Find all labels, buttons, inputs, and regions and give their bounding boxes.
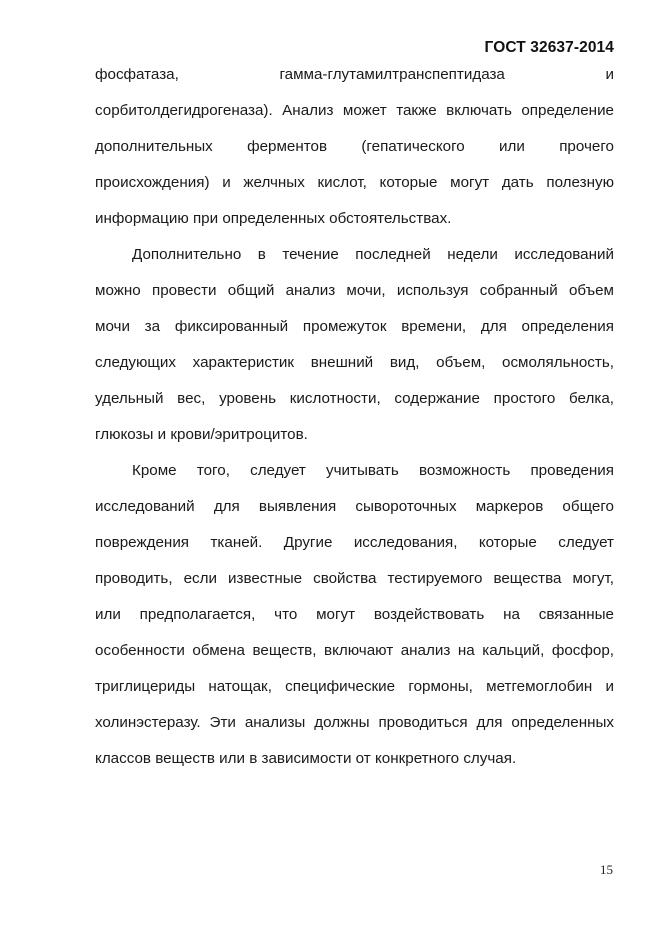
body-text [95,57,614,777]
text-line: удельный вес, уровень кислотности, содержание простого белка, [95,390,614,407]
text-line: можно провести общий анализ мочи, используя собранный объем [95,282,614,299]
text-line: проводить, если известные свойства тестируемого вещества могут, [95,570,614,587]
text-line: происхождения) и желчных кислот, которые могут дать полезную [95,174,614,191]
text-line: или предполагается, что могут воздействовать на связанные [95,606,614,623]
text-line: триглицериды натощак, специфические гормоны, метгемоглобин и [95,678,614,695]
text-line: следующих характеристик внешний вид, объем, осмоляльность, [95,354,614,371]
text-line: повреждения тканей. Другие исследования, которые следует [95,534,614,551]
document-code-header: ГОСТ 32637-2014 [484,39,614,56]
text-line: фосфатаза, гамма-глутамилтранспептидаза и [95,66,614,83]
text-line: холинэстеразу. Эти анализы должны проводиться для определенных [95,714,614,731]
text-line: классов веществ или в зависимости от конкретного случая. [95,750,517,767]
text-line: сорбитолдегидрогеназа). Анализ может также включать определение [95,102,614,119]
text-line: мочи за фиксированный промежуток времени, для определения [95,318,614,335]
page-number: 15 [600,862,613,877]
text-line: Дополнительно в течение последней недели исследований [132,246,614,263]
text-line: информацию при определенных обстоятельствах. [95,210,452,227]
text-line: глюкозы и крови/эритроцитов. [95,426,308,443]
text-line: дополнительных ферментов (гепатического или прочего [95,138,614,155]
text-line: особенности обмена веществ, включают анализ на кальций, фосфор, [95,642,614,659]
text-line: исследований для выявления сывороточных маркеров общего [95,498,614,515]
text-line: Кроме того, следует учитывать возможность проведения [132,462,614,479]
